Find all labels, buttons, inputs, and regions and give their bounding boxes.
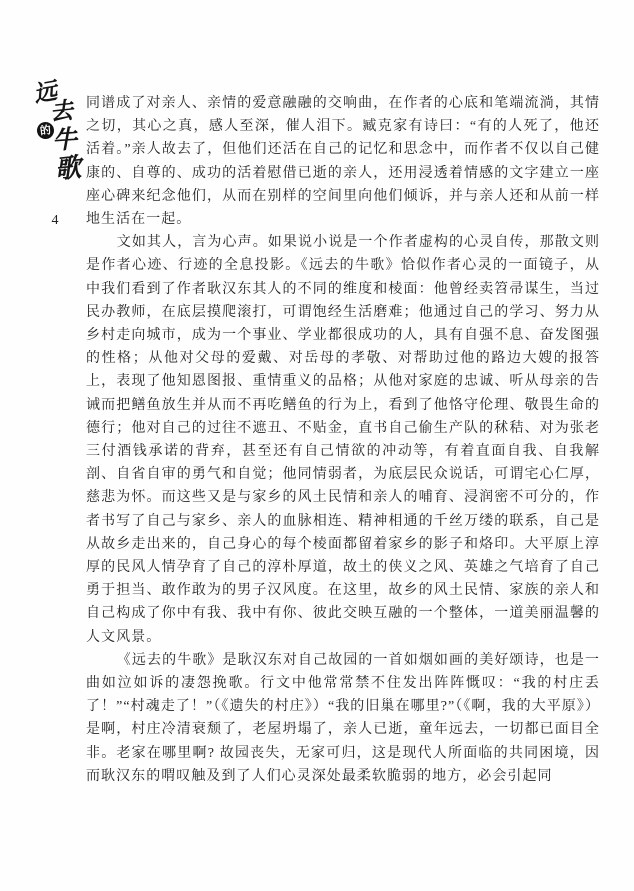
title-char-ge: 歌	[53, 152, 83, 186]
title-char-de-circled: 的	[36, 121, 55, 140]
body-text-column	[86, 92, 600, 788]
paragraph-songshi-wange: 《远去的牛歌》是耿汉东对自己故园的一首如烟如画的美好颂诗，也是一曲如泣如诉的凄怨挽歌。行文中他常常禁不住发出阵阵慨叹：“我的村庄丢了！”“村魂走了！”（《遗失的村庄》）“我的旧巢在哪里?”（《啊，我的大平原》）是啊，村庄冷清衰颓了，老屋坍塌了，亲人已逝，童年远去，一切都已面目全非。老家在哪里啊? 故园丧失，无家可归，这是现代人所面临的共同困境，因而耿汉东的喟叹触及到了人们心灵深处最柔软脆弱的地方，必会引起同	[86, 652, 600, 784]
book-title-vertical	[28, 80, 84, 210]
page-number: 4	[51, 213, 59, 228]
title-char-qu: 去	[48, 97, 75, 127]
title-char-yuan: 远	[31, 78, 59, 108]
paragraph-wen-ru-qi-ren: 文如其人，言为心声。如果说小说是一个作者虚构的心灵自传，那散文则是作者心迹、行迹的全息投影。《远去的牛歌》恰似作者心灵的一面镜子，从中我们看到了作者耿汉东其人的不同的维度和棱面：他曾经卖笤帚谋生，当过民办教师，在底层摸爬滚打，可谓饱经生活磨难；他通过自己的学习、努力从乡村走向城市，成为一个事业、学业都很成功的人，具有自强不息、奋发图强的性格；从他对父母的爱戴、对岳母的孝敬、对帮助过他的路边大嫂的报答上，表现了他知恩图报、重情重义的品格；从他对家庭的忠诚、听从母亲的告诫而把鳝鱼放生并从而不再吃鳝鱼的行为上，看到了他恪守伦理、敬畏生命的德行；他对自己的过往不遮丑、不贴金，直书自己偷生产队的秫秸、对为张老三付酒钱承诺的背弃，甚至还有自己情欲的冲动等，有着直面自我、自我解剖、自省自审的勇气和自觉；他同情弱者，为底层民众说话，可谓宅心仁厚，慈悲为怀。而这些又是与家乡的风土民情和亲人的哺育、浸润密不可分的，作者书写了自己与家乡、亲人的血脉相连、精神相通的千丝万缕的联系，自己是从故乡走出来的，自己身心的每个棱面都留着家乡的影子和烙印。大平原上淳厚的民风人情孕育了自己的淳朴厚道，故土的侠义之风、英雄之气培育了自己勇于担当、敢作敢为的男子汉风度。在这里，故乡的风土民情、家族的亲人和自己构成了你中有我、我中有你、彼此交映互融的一个整体，一道美丽温馨的人文风景。	[86, 235, 600, 645]
title-char-niu: 牛	[51, 124, 78, 155]
paragraph-continuation: 同谱成了对亲人、亲情的爱意融融的交响曲，在作者的心底和笔端流淌，其情之切，其心之真，感人至深，催人泪下。臧克家有诗曰：“有的人死了，他还活着。”亲人故去了，但他们还活在自己的记忆和思念中，而作者不仅以自己健康的、自尊的、成功的活着慰借已逝的亲人，还用浸透着情感的文字建立一座座心碑来纪念他们，从而在别样的空间里向他们倾诉，并与亲人还和从前一样地生活在一起。	[86, 96, 600, 228]
